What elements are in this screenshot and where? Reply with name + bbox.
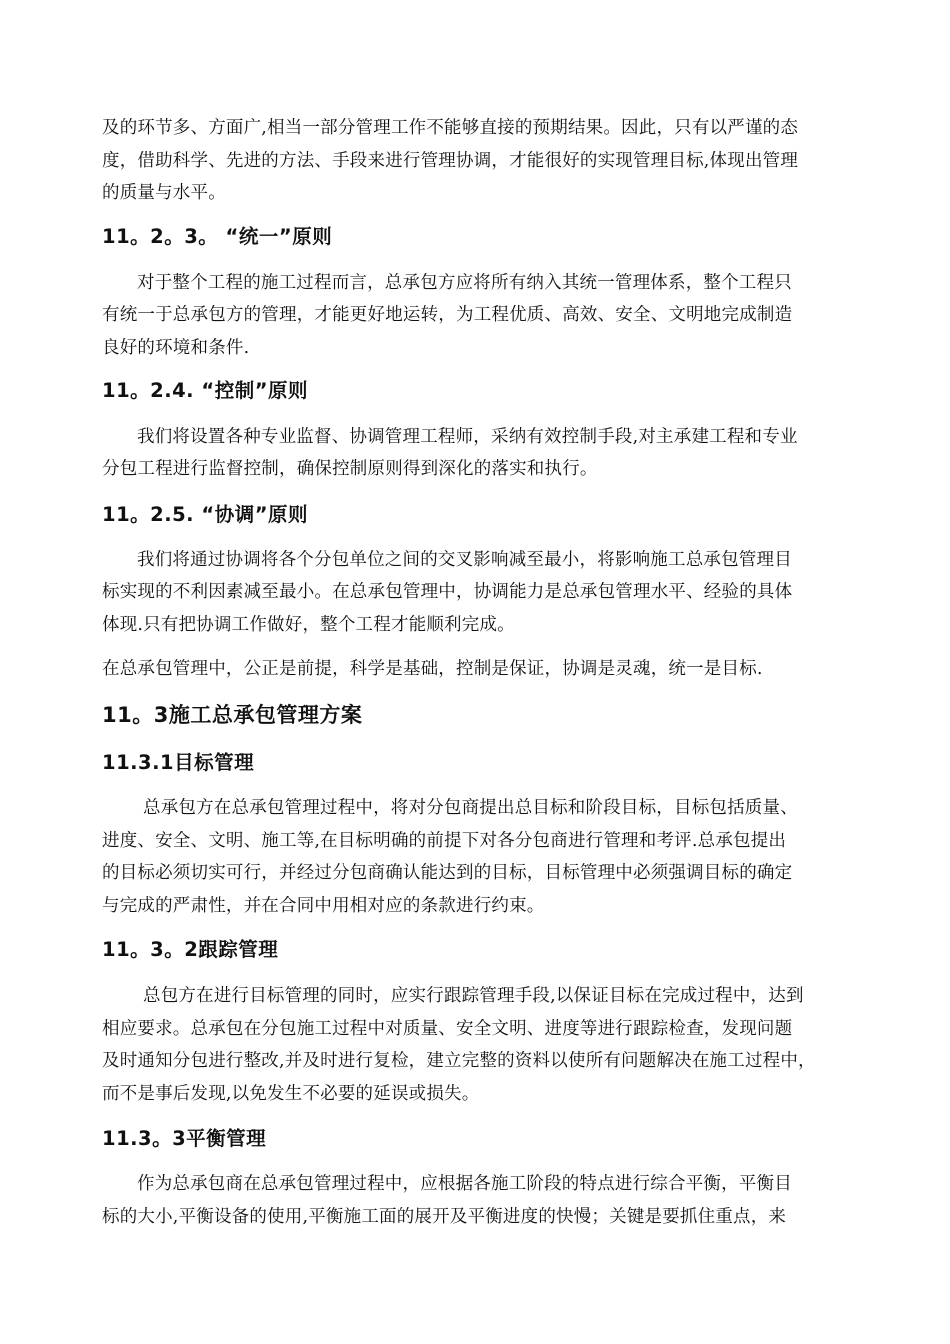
paragraph-line: 我们将设置各种专业监督、协调管理工程师，采纳有效控制手段,对主承建工程和专业 [137, 427, 798, 447]
paragraph-line: 进度、安全、文明、施工等,在目标明确的前提下对各分包商进行管理和考评.总承包提出 [102, 831, 787, 851]
section-heading-11-2-4: 11。2.4. “控制”原则 [102, 379, 309, 402]
summary-line: 在总承包管理中，公正是前提，科学是基础，控制是保证，协调是灵魂，统一是目标. [102, 659, 763, 679]
section-heading-11-3: 11。3施工总承包管理方案 [102, 703, 363, 727]
paragraph-line: 度，借助科学、先进的方法、手段来进行管理协调，才能很好的实现管理目标,体现出管理 [102, 151, 799, 171]
section-heading-11-3-3: 11.3。3平衡管理 [102, 1127, 267, 1150]
paragraph-line: 标实现的不利因素减至最小。在总承包管理中，协调能力是总承包管理水平、经验的具体 [102, 582, 793, 602]
paragraph-line: 总承包方在总承包管理过程中，将对分包商提出总目标和阶段目标，目标包括质量、 [143, 798, 798, 818]
paragraph-line: 及的环节多、方面广,相当一部分管理工作不能够直接的预期结果。因此，只有以严谨的态 [102, 118, 799, 138]
section-heading-11-2-5: 11。2.5. “协调”原则 [102, 503, 309, 526]
paragraph-line: 有统一于总承包方的管理，才能更好地运转，为工程优质、高效、安全、文明地完成制造 [102, 305, 793, 325]
paragraph-line: 的目标必须切实可行，并经过分包商确认能达到的目标，目标管理中必须强调目标的确定 [102, 863, 793, 883]
paragraph-line: 我们将通过协调将各个分包单位之间的交叉影响减至最小，将影响施工总承包管理目 [137, 550, 792, 570]
section-heading-11-2-3: 11。2。3。 “统一”原则 [102, 225, 333, 248]
paragraph-line: 相应要求。总承包在分包施工过程中对质量、安全文明、进度等进行跟踪检查，发现问题 [102, 1019, 793, 1039]
paragraph-line: 分包工程进行监督控制，确保控制原则得到深化的落实和执行。 [102, 459, 598, 479]
section-heading-11-3-2: 11。3。2跟踪管理 [102, 938, 279, 961]
paragraph-line: 与完成的严肃性，并在合同中用相对应的条款进行约束。 [102, 896, 545, 916]
section-heading-11-3-1: 11.3.1目标管理 [102, 751, 255, 774]
paragraph-line: 标的大小,平衡设备的使用,平衡施工面的展开及平衡进度的快慢；关键是要抓住重点，来 [102, 1207, 787, 1227]
paragraph-line: 作为总承包商在总承包管理过程中，应根据各施工阶段的特点进行综合平衡，平衡目 [137, 1174, 792, 1194]
paragraph-line: 总包方在进行目标管理的同时，应实行跟踪管理手段,以保证目标在完成过程中，达到 [143, 986, 804, 1006]
paragraph-line: 而不是事后发现,以免发生不必要的延误或损失。 [102, 1084, 480, 1104]
paragraph-line: 及时通知分包进行整改,并及时进行复检，建立完整的资料以使所有问题解决在施工过程中， [102, 1051, 816, 1071]
paragraph-line: 体现.只有把协调工作做好，整个工程才能顺利完成。 [102, 615, 515, 635]
paragraph-line: 的质量与水平。 [102, 183, 226, 203]
paragraph-line: 对于整个工程的施工过程而言，总承包方应将所有纳入其统一管理体系，整个工程只 [137, 273, 792, 293]
paragraph-line: 良好的环境和条件. [102, 338, 250, 358]
